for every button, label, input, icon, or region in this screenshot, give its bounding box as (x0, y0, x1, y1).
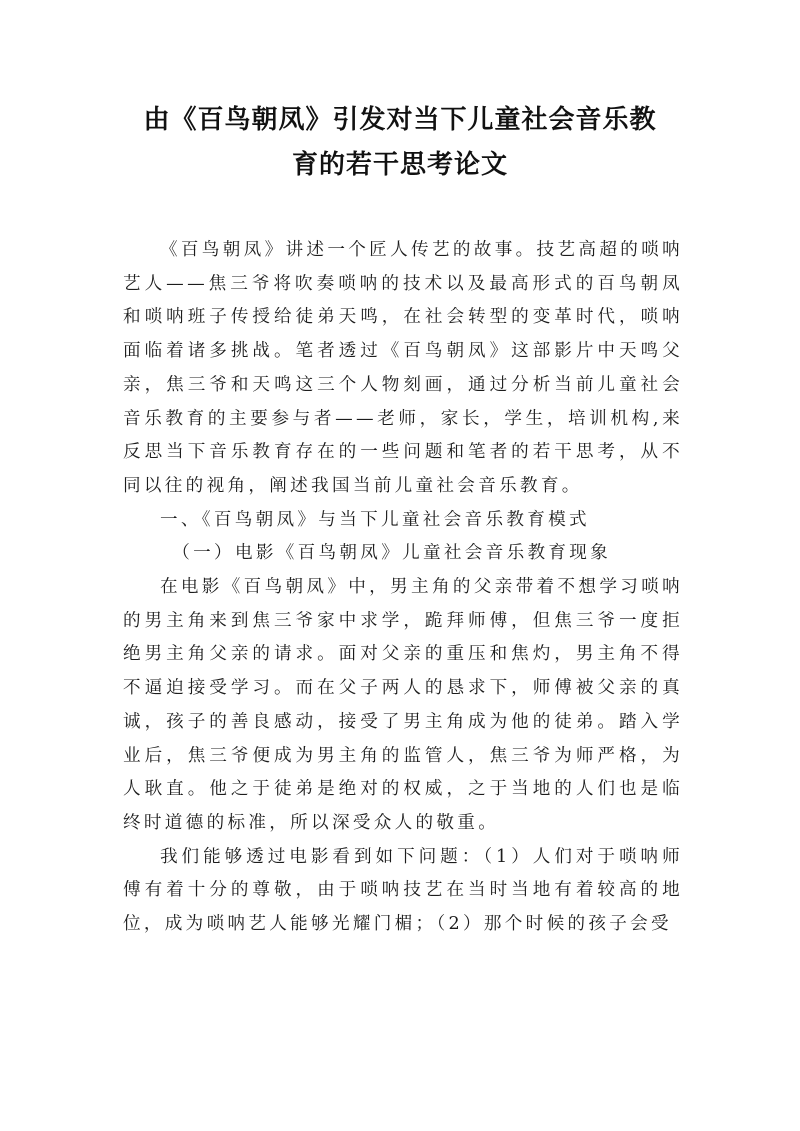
subsection-heading-1: （一）电影《百鸟朝凤》儿童社会音乐教育现象 (172, 543, 612, 564)
title-line-1: 由《百鸟朝凤》引发对当下儿童社会音乐教 (143, 105, 657, 135)
title-line-2: 育的若干思考论文 (291, 150, 508, 180)
abstract-paragraph: 《百鸟朝凤》讲述一个匠人传艺的故事。技艺高超的唢呐艺人——焦三爷将吹奏唢呐的技术以及最高形式的百鸟朝凤和唢呐班子传授给徒弟天鸣，在社会转型的变革时代，唢呐面临着诸多挑战。笔者透过《百鸟朝凤》这部影片中天鸣父亲，焦三爷和天鸣这三个人物刻画，通过分析当前儿童社会音乐教育的主要参与者——老师，家长，学生，培训机构,来反思当下音乐教育存在的一些问题和笔者的若干思考，从不同以往的视角，阐述我国当前儿童社会音乐教育。 (123, 240, 683, 496)
section-heading-1: 一、《百鸟朝凤》与当下儿童社会音乐教育模式 (159, 509, 590, 530)
document-title (118, 98, 682, 188)
body-paragraph-1: 在电影《百鸟朝凤》中，男主角的父亲带着不想学习唢呐的男主角来到焦三爷家中求学，跪拜师傅，但焦三爷一度拒绝男主角父亲的请求。面对父亲的重压和焦灼，男主角不得不逼迫接受学习。而在父子两人的恳求下，师傅被父亲的真诚，孩子的善良感动，接受了男主角成为他的徒弟。踏入学业后，焦三爷便成为男主角的监管人，焦三爷为师严格，为人耿直。他之于徒弟是绝对的权威，之于当地的人们也是临终时道德的标准，所以深受众人的敬重。 (123, 577, 683, 833)
document-body (123, 234, 683, 942)
body-paragraph-2: 我们能够透过电影看到如下问题：（1）人们对于唢呐师傅有着十分的尊敬，由于唢呐技艺在当时当地有着较高的地位，成为唢呐艺人能够光耀门楣；（2）那个时候的孩子会受 (123, 846, 683, 935)
